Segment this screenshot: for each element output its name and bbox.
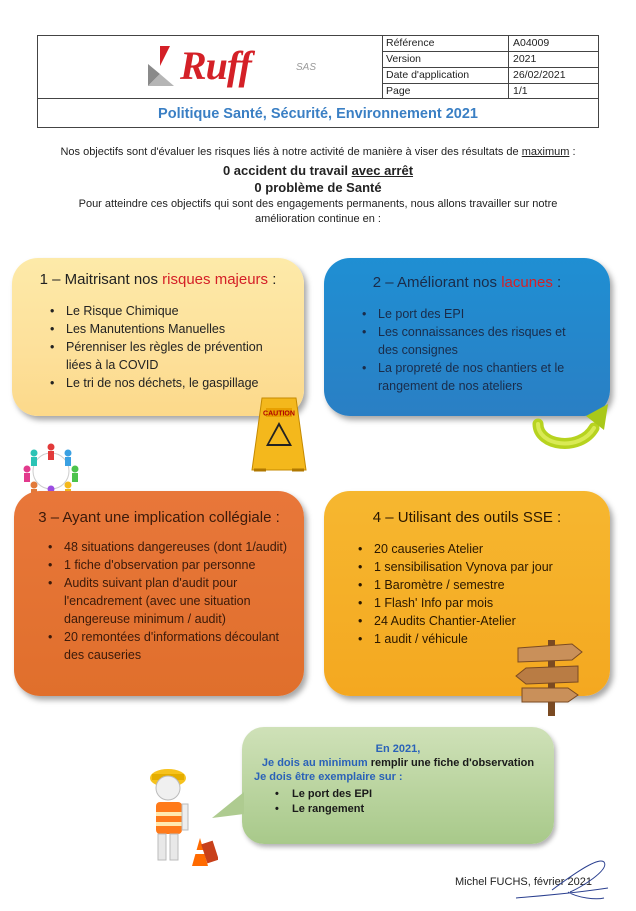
handwritten-signature-icon — [508, 848, 618, 908]
list-item: • Audits suivant plan d'audit pour l'encadrement (avec une situation dangereuse minimum / audit) — [44, 574, 292, 628]
list-item: • Les connaissances des risques et des consignes — [358, 323, 588, 359]
bubble-year: En 2021, — [375, 743, 421, 755]
list-item: • 24 Audits Chantier-Atelier — [354, 612, 594, 630]
logo-text: Ruff — [180, 43, 251, 88]
signpost-icon — [508, 636, 592, 718]
box-list — [46, 302, 286, 392]
goal-text: 0 accident du travail — [222, 163, 352, 178]
signature-line: Michel FUCHS, février 2021 — [455, 876, 592, 888]
improvement-arrow-icon — [528, 394, 612, 454]
box-title-emphasis: lacunes — [501, 274, 553, 291]
goal-emphasis: avec arrêt — [351, 163, 414, 178]
list-item: • 48 situations dangereuses (dont 1/audit) — [44, 538, 292, 556]
document-meta-table — [382, 36, 599, 98]
intro-text: Nos objectifs sont d'évaluer les risques liés à notre activité de manière à viser des résultats de — [60, 146, 522, 158]
intro-line-1 — [20, 146, 616, 158]
box-title-text: : — [268, 271, 277, 288]
box-title: 4 – Utilisant des outils SSE : — [372, 509, 562, 526]
document-header — [37, 35, 599, 128]
list-item: • Le rangement — [242, 802, 554, 817]
goal-accident — [20, 163, 616, 178]
list-item: • 20 causeries Atelier — [354, 540, 594, 558]
meta-label: Page — [386, 85, 411, 97]
box-list — [354, 540, 594, 648]
meta-value: 1/1 — [508, 84, 598, 98]
list-item: • Le Risque Chimique — [46, 302, 286, 320]
list-item: • 1 sensibilisation Vynova par jour — [354, 558, 594, 576]
box-title-text: : — [552, 274, 562, 291]
meta-label: Version — [386, 53, 422, 65]
box-collective-involvement — [14, 491, 304, 696]
list-item: • Les Manutentions Manuelles — [46, 320, 286, 338]
intro-text: : — [569, 146, 576, 158]
meta-row-reference — [382, 36, 599, 52]
bubble-list — [242, 787, 554, 817]
bubble-line-2: Je dois être exemplaire sur : — [254, 771, 403, 783]
meta-label: Référence — [386, 37, 435, 49]
meta-value: 2021 — [508, 52, 598, 67]
intro-line-2: Pour atteindre ces objectifs qui sont des engagements permanents, nous allons travailler sur notre — [78, 198, 558, 210]
box-list — [358, 305, 588, 395]
document-title: Politique Santé, Sécurité, Environnement 2021 — [38, 98, 598, 129]
list-item: • Le port des EPI — [358, 305, 588, 323]
list-item: • Pérenniser les règles de prévention liées à la COVID — [46, 338, 286, 374]
goal-health: 0 problème de Santé — [254, 180, 382, 195]
list-item: • 1 audit / véhicule — [354, 630, 594, 648]
safety-worker-icon — [130, 758, 218, 868]
list-item: • Le tri de nos déchets, le gaspillage — [46, 374, 286, 392]
box-title-emphasis: risques majeurs — [162, 271, 269, 288]
logo-suffix: SAS — [296, 62, 317, 73]
list-item: • 1 Baromètre / semestre — [354, 576, 594, 594]
box-title — [324, 274, 610, 291]
list-item: • 1 fiche d'observation par personne — [44, 556, 292, 574]
meta-row-date — [382, 68, 599, 84]
meta-row-page — [382, 84, 599, 98]
bubble-text: remplir une fiche d'observation — [367, 757, 535, 769]
box-list — [44, 538, 292, 664]
bubble-emphasis: Je dois au minimum — [261, 757, 368, 769]
meta-label: Date d'application — [386, 69, 470, 81]
meta-row-version — [382, 52, 599, 68]
box-title: 3 – Ayant une implication collégiale : — [38, 509, 280, 526]
intro-line-3: amélioration continue en : — [255, 213, 381, 225]
speech-bubble — [242, 727, 554, 844]
meta-value: 26/02/2021 — [508, 68, 598, 83]
list-item: • Le port des EPI — [242, 787, 554, 802]
box-major-risks — [12, 258, 304, 416]
box-title — [12, 271, 304, 288]
intro-emphasis: maximum — [521, 146, 570, 158]
list-item: • La propreté de nos chantiers et le rangement de nos ateliers — [358, 359, 588, 395]
box-gaps — [324, 258, 610, 416]
bubble-tail-icon — [210, 790, 246, 820]
logo-area — [38, 36, 383, 98]
box-title-text: 1 – Maitrisant nos — [39, 271, 163, 288]
list-item: • 1 Flash' Info par mois — [354, 594, 594, 612]
ruff-logo-mark-icon — [146, 44, 176, 88]
caution-sign-text: CAUTION — [263, 410, 295, 418]
box-title-text: 2 – Améliorant nos — [372, 274, 502, 291]
bubble-line-1 — [242, 757, 554, 769]
meta-value: A04009 — [508, 36, 598, 51]
caution-sign-icon — [250, 396, 308, 474]
list-item: • 20 remontées d'informations découlant des causeries — [44, 628, 292, 664]
